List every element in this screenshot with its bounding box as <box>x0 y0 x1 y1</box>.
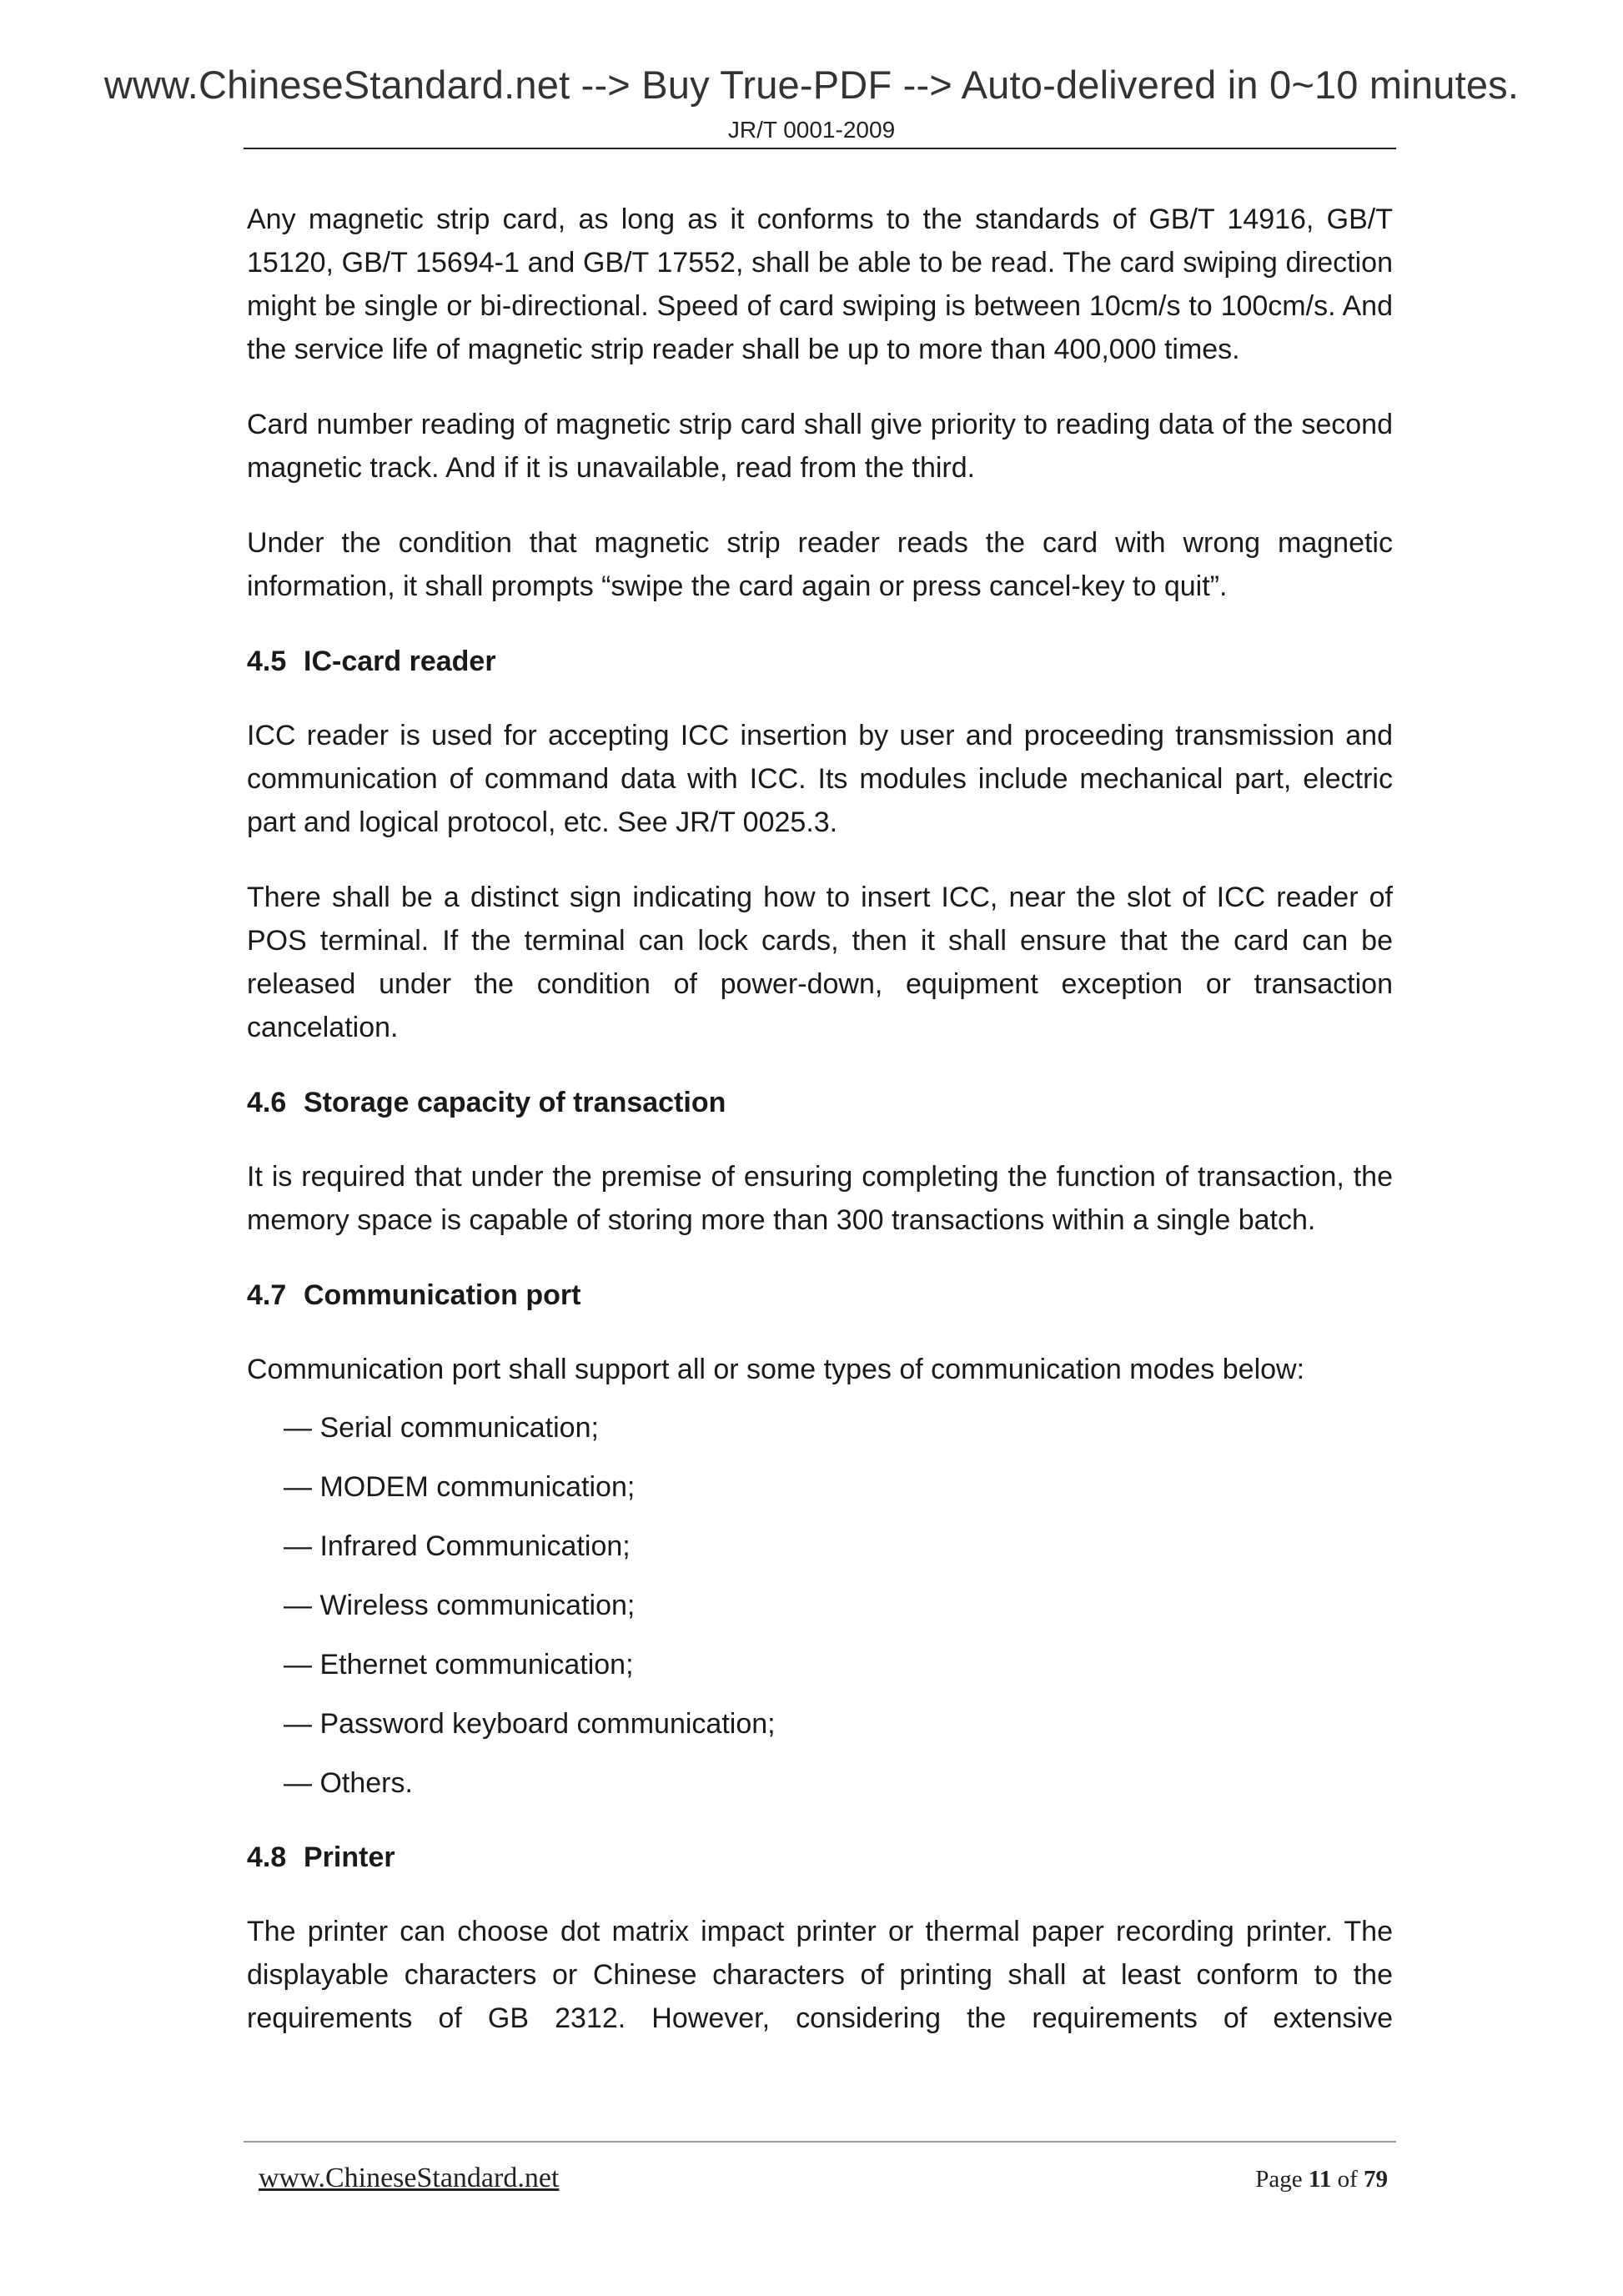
header-divider <box>244 148 1396 149</box>
page-word: Page <box>1255 2166 1303 2193</box>
paragraph-wrong-magnetic-info: Under the condition that magnetic strip reader reads the card with wrong magnetic information, it shall prompts “swipe the card again or press cancel-key to quit”. <box>247 527 1393 602</box>
top-banner-link[interactable]: www.ChineseStandard.net --> Buy True-PDF --> Auto-delivered in 0~10 minutes. <box>103 63 1520 107</box>
paragraph-communication-port: Communication port shall support all or some types of communication modes below: <box>247 1354 1305 1385</box>
list-item-wireless: — Wireless communication; <box>284 1590 636 1621</box>
section-heading-4-7 <box>247 1274 1393 1317</box>
list-item-modem: — MODEM communication; <box>284 1471 636 1503</box>
paragraph-printer: The printer can choose dot matrix impact printer or thermal paper recording printer. The displayable characters or Chinese characters of printing shall at least conform to the requirements of GB 2312. However, considering the requirements of extensive <box>247 1916 1393 2034</box>
paragraph-icc-insert-sign: There shall be a distinct sign indicating how to insert ICC, near the slot of ICC reader of POS terminal. If the terminal can lock cards, then it shall ensure that the card can be released under the condition of power-down, equipment exception or transaction cancelation. <box>247 882 1393 1043</box>
section-title: Communication port <box>304 1279 581 1311</box>
total-pages: 79 <box>1364 2166 1388 2193</box>
section-number: 4.8 <box>247 1841 287 1873</box>
section-number: 4.7 <box>247 1279 287 1311</box>
list-item-others: — Others. <box>284 1767 413 1799</box>
list-item-password-keyboard: — Password keyboard communication; <box>284 1708 776 1740</box>
section-number: 4.6 <box>247 1087 287 1118</box>
paragraph-storage-capacity: It is required that under the premise of ensuring completing the function of transaction, the memory space is capable of storing more than 300 transactions within a single batch. <box>247 1161 1393 1236</box>
list-item-ethernet: — Ethernet communication; <box>284 1649 634 1681</box>
section-heading-4-5 <box>247 640 1393 683</box>
section-heading-4-6 <box>247 1081 1393 1124</box>
section-number: 4.5 <box>247 646 287 677</box>
of-word: of <box>1337 2166 1358 2193</box>
paragraph-icc-reader: ICC reader is used for accepting ICC insertion by user and proceeding transmission and communication of command data with ICC. Its modules include mechanical part, electric part and logical protocol, etc. See JR/T 0025.3. <box>247 720 1393 838</box>
current-page: 11 <box>1308 2166 1332 2193</box>
section-heading-4-8 <box>247 1836 1393 1879</box>
page-body <box>247 198 1393 2072</box>
footer-site-link[interactable]: www.ChineseStandard.net <box>259 2163 560 2193</box>
page-number <box>1255 2166 1388 2193</box>
section-title: IC-card reader <box>304 646 496 677</box>
section-title: Storage capacity of transaction <box>304 1087 726 1118</box>
list-item-infrared: — Infrared Communication; <box>284 1530 631 1562</box>
list-item-serial: — Serial communication; <box>284 1412 599 1444</box>
paragraph-card-number-reading: Card number reading of magnetic strip card shall give priority to reading data of the second magnetic track. And if it is unavailable, read from the third. <box>247 409 1393 484</box>
paragraph-magnetic-card-standards: Any magnetic strip card, as long as it conforms to the standards of GB/T 14916, GB/T 15120, GB/T 15694-1 and GB/T 17552, shall be able to be read. The card swiping direction might be single or bi-directional. Speed of card swiping is between 10cm/s to 100cm/s. And the service life of magnetic strip reader shall be up to more than 400,000 times. <box>247 203 1393 365</box>
footer-divider <box>244 2141 1396 2143</box>
section-title: Printer <box>304 1841 395 1873</box>
document-code: JR/T 0001-2009 <box>727 117 896 143</box>
